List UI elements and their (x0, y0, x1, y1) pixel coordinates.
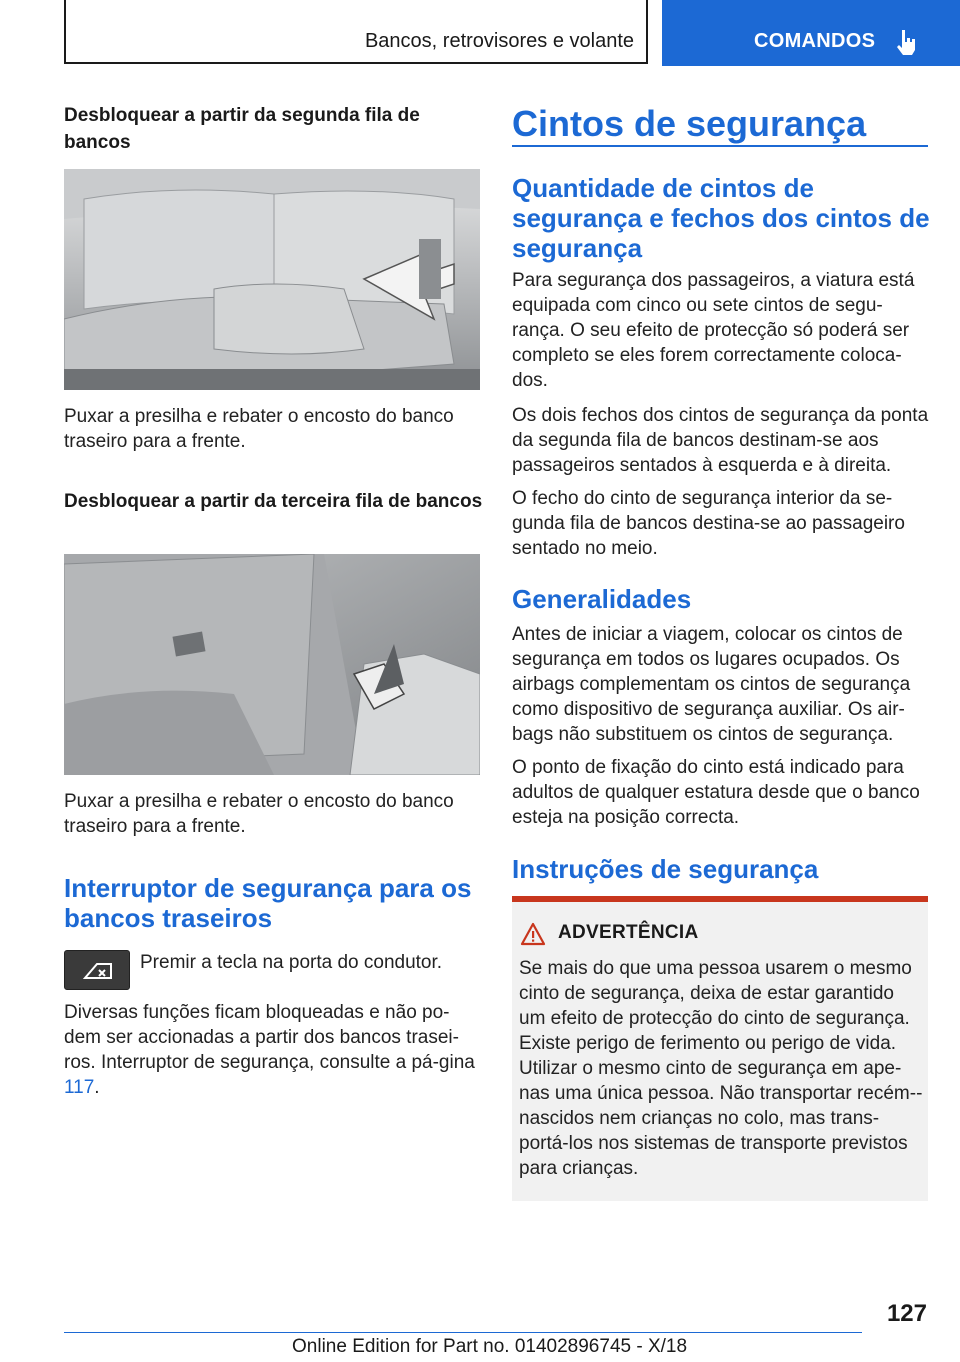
paragraph-functions-blocked-text: Diversas funções ficam bloqueadas e não po-dem ser accionadas a partir dos bancos trasei-ros. Interruptor de segurança, consulte a pá-gina (64, 1002, 475, 1073)
caption-2: Puxar a presilha e rebater o encosto do banco traseiro para a frente. (64, 791, 454, 837)
quantity-paragraph-2: Os dois fechos dos cintos de segurança da ponta da segunda fila de bancos destinam-se aos passageiros sentados à esquerda e à direita. (512, 405, 929, 476)
heading-general: Generalidades (512, 584, 692, 614)
header-title: Bancos, retrovisores e volante (364, 30, 634, 52)
heading-rule (512, 145, 928, 147)
footer-rule (64, 1332, 862, 1333)
paragraph-functions-blocked (64, 1000, 484, 1100)
warning-title: ADVERTÊNCIA (558, 922, 699, 943)
photo-third-row-seat (64, 554, 480, 775)
heading-second-row: Desbloquear a partir da segunda fila de bancos (64, 105, 420, 153)
seat-illustration-1 (64, 169, 480, 390)
header-tab-label[interactable]: COMANDOS (754, 30, 876, 52)
heading-safety-instructions: Instruções de segurança (512, 854, 819, 884)
page-link-117[interactable]: 117 (64, 1077, 95, 1098)
page-number: 127 (886, 1300, 927, 1327)
heading-seat-belts: Cintos de segurança (512, 103, 867, 144)
seat-illustration-2 (64, 554, 480, 775)
general-paragraph-2: O ponto de fixação do cinto está indicado para adultos de qualquer estatura desde que o banco esteja na posição correcta. (512, 757, 920, 828)
warning-text: Se mais do que uma pessoa usarem o mesmo cinto de segurança, deixa de estar garantido um efeito de protecção do cinto de segurança. Existe perigo de ferimento ou perigo de vida. Utilizar o mesmo cinto de segurança em ape-nas uma única pessoa. Não transportar recém--nascidos nem crianças no colo, mas trans-portá-los nos sistemas de transporte previstos para crianças. (519, 958, 923, 1179)
general-paragraph-1: Antes de iniciar a viagem, colocar os cintos de segurança em todos os lugares ocupados. Os airbags complementam os cintos de segurança como dispositivo de segurança auxiliar. Os air-bags não substituem os cintos de segurança. (512, 624, 911, 745)
switch-instruction: Premir a tecla na porta do condutor. (140, 952, 443, 973)
heading-safety-switch: Interruptor de segurança para os bancos traseiros (64, 873, 472, 933)
photo-second-row-seat (64, 169, 480, 390)
caption-1: Puxar a presilha e rebater o encosto do banco traseiro para a frente. (64, 406, 454, 452)
hand-pointer-icon (896, 28, 918, 56)
child-lock-key-icon (64, 950, 130, 990)
quantity-paragraph-3: O fecho do cinto de segurança interior da se-gunda fila de bancos destina-se ao passageiro sentado no meio. (512, 488, 905, 559)
paragraph-end: . (94, 1077, 100, 1098)
heading-third-row: Desbloquear a partir da terceira fila de bancos (64, 491, 483, 512)
footer-edition: Online Edition for Part no. 01402896745 - X/18 (292, 1336, 688, 1357)
warning-triangle-icon (520, 922, 546, 946)
heading-quantity: Quantidade de cintos de segurança e fechos dos cintos de segurança (512, 173, 930, 263)
quantity-paragraph-1: Para segurança dos passageiros, a viatura está equipada com cinco ou sete cintos de segu-rança. O seu efeito de protecção só poderá ser completo se eles forem correctamente coloca-dos. (512, 270, 915, 391)
